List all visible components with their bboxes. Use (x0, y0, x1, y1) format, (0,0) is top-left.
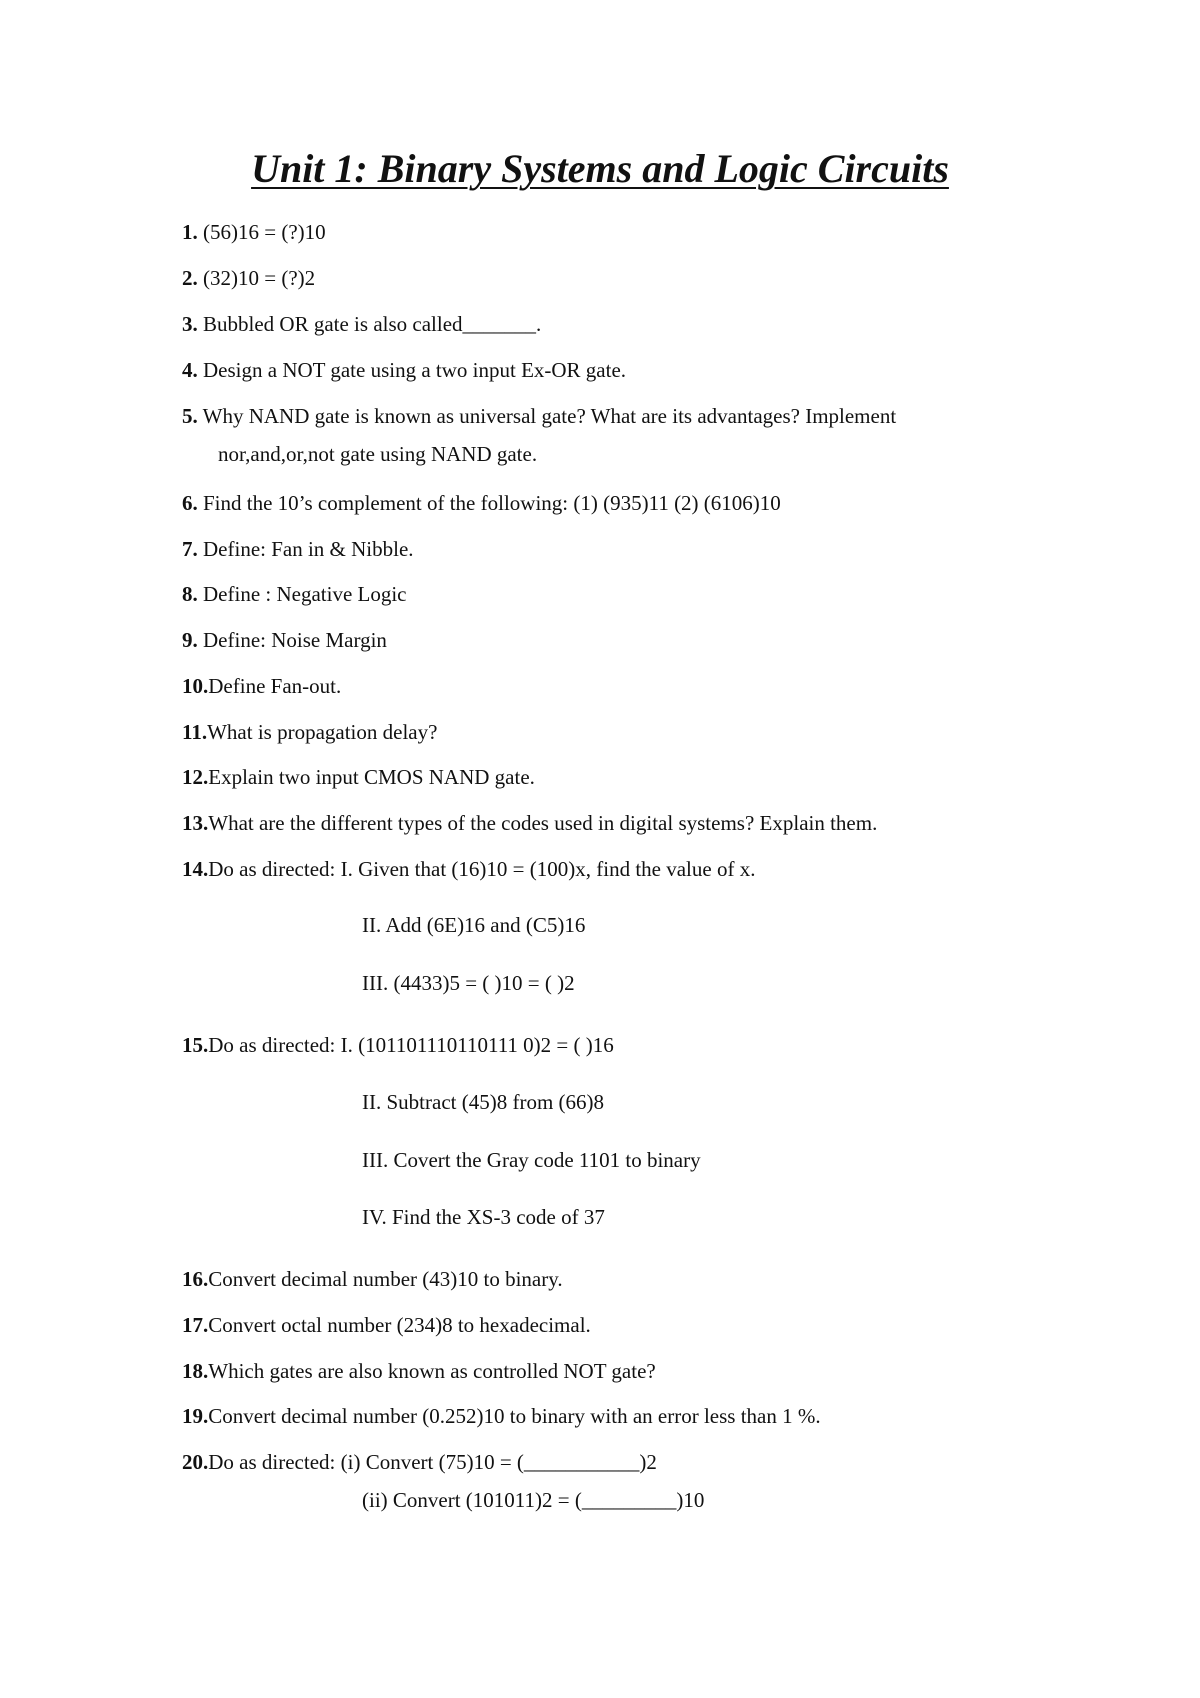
question-text: Convert decimal number (43)10 to binary. (208, 1267, 563, 1291)
question-text: Explain two input CMOS NAND gate. (208, 765, 535, 789)
question-number: 20. (182, 1450, 209, 1474)
question-number: 1. (182, 220, 198, 244)
question-number: 19. (182, 1404, 209, 1428)
question-number: 12. (182, 765, 209, 789)
question-number: 14. (182, 857, 209, 881)
question-number: 16. (182, 1267, 209, 1291)
question-19 (182, 1403, 821, 1429)
question-text: Define : Negative Logic (197, 582, 407, 606)
page-title: Unit 1: Binary Systems and Logic Circuits (251, 146, 949, 191)
question-text: (32)10 = (?)2 (197, 266, 316, 290)
question-number: 9. (182, 628, 198, 652)
question-14-part-ii: II. Add (6E)16 and (C5)16 (362, 913, 586, 937)
question-number: 7. (182, 537, 198, 561)
question-12 (182, 764, 535, 790)
question-text: Do as directed: (i) Convert (75)10 = (___________)2 (208, 1450, 657, 1474)
question-text: Define Fan-out. (208, 674, 342, 698)
question-15 (182, 1032, 614, 1058)
question-17 (182, 1312, 591, 1338)
question-15-part-ii: II. Subtract (45)8 from (66)8 (362, 1090, 605, 1114)
question-text: Which gates are also known as controlled NOT gate? (208, 1359, 656, 1383)
question-number: 3. (182, 312, 198, 336)
question-text: What are the different types of the codes used in digital systems? Explain them. (208, 811, 878, 835)
question-2 (182, 265, 315, 291)
question-14-part-iii: III. (4433)5 = ( )10 = ( )2 (362, 971, 575, 995)
question-14 (182, 856, 755, 882)
question-text: Design a NOT gate using a two input Ex-OR gate. (197, 358, 627, 382)
question-number: 13. (182, 811, 209, 835)
question-number: 4. (182, 358, 198, 382)
question-1 (182, 219, 326, 245)
question-text: Do as directed: I. Given that (16)10 = (100)x, find the value of x. (208, 857, 756, 881)
question-20-part-ii: (ii) Convert (101011)2 = (_________)10 (362, 1488, 705, 1512)
question-text: Do as directed: I. (101101110110111 0)2 = ( )16 (208, 1033, 614, 1057)
question-4 (182, 357, 626, 383)
question-15-part-iii: III. Covert the Gray code 1101 to binary (362, 1148, 701, 1172)
question-11 (182, 719, 437, 745)
question-number: 18. (182, 1359, 209, 1383)
question-number: 2. (182, 266, 198, 290)
question-18 (182, 1358, 656, 1384)
question-text-continued: nor,and,or,not gate using NAND gate. (218, 442, 538, 466)
question-number: 5. (182, 404, 198, 428)
question-5 (182, 403, 896, 467)
question-16 (182, 1266, 563, 1292)
question-number: 10. (182, 674, 209, 698)
question-20 (182, 1449, 657, 1475)
question-9 (182, 627, 387, 653)
question-text: Bubbled OR gate is also called_______. (197, 312, 542, 336)
question-number: 6. (182, 491, 198, 515)
question-text: Define: Noise Margin (197, 628, 387, 652)
question-number: 15. (182, 1033, 209, 1057)
question-text: Why NAND gate is known as universal gate? What are its advantages? Implement (197, 404, 897, 428)
question-6 (182, 490, 781, 516)
question-number: 8. (182, 582, 198, 606)
question-10 (182, 673, 341, 699)
question-text: Define: Fan in & Nibble. (197, 537, 414, 561)
question-number: 11. (182, 720, 208, 744)
question-8 (182, 581, 407, 607)
question-3 (182, 311, 541, 337)
question-text: What is propagation delay? (207, 720, 438, 744)
question-13 (182, 810, 877, 836)
question-text: Convert decimal number (0.252)10 to binary with an error less than 1 %. (208, 1404, 821, 1428)
question-15-part-iv: IV. Find the XS-3 code of 37 (362, 1205, 605, 1229)
question-number: 17. (182, 1313, 209, 1337)
question-7 (182, 536, 414, 562)
question-text: Find the 10’s complement of the following: (1) (935)11 (2) (6106)10 (197, 491, 781, 515)
question-text: Convert octal number (234)8 to hexadecimal. (208, 1313, 591, 1337)
question-text: (56)16 = (?)10 (197, 220, 326, 244)
